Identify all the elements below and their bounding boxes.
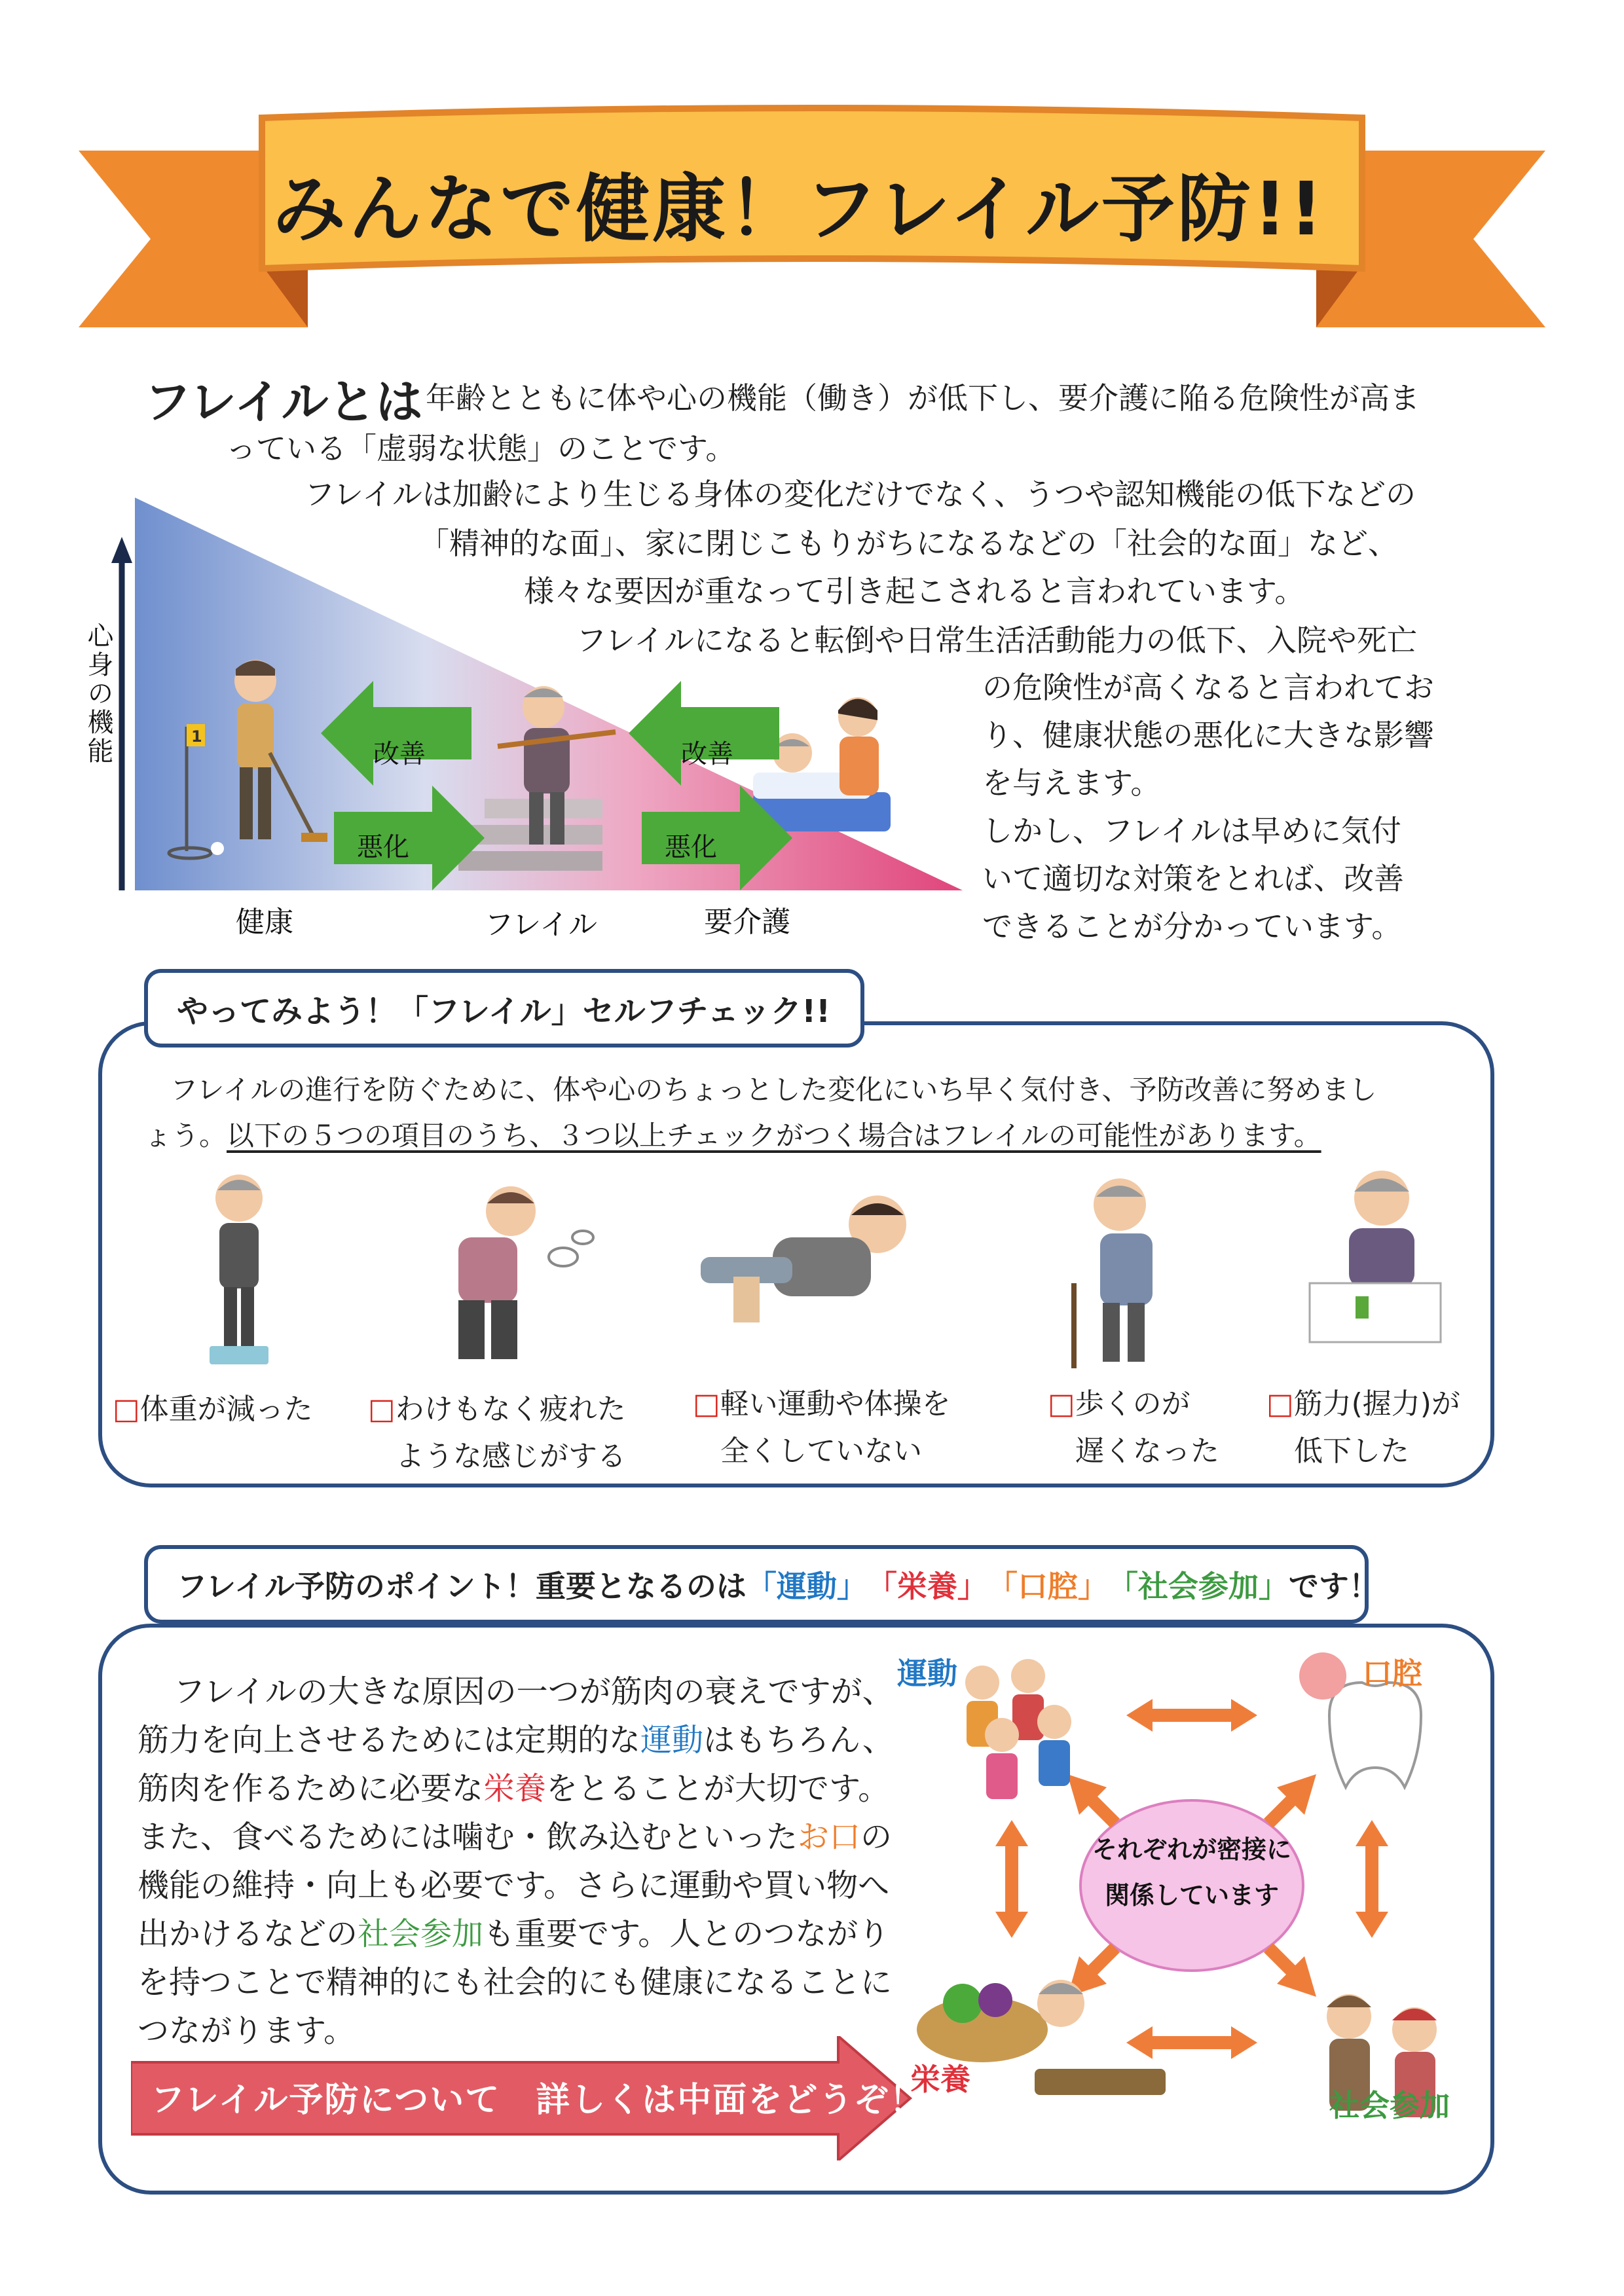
points-body-line [138,1910,889,1958]
category-exercise: 運動 [897,1656,957,1691]
points-body-line: つながります。 [138,2013,356,2049]
keyword-exercise: 「運動」 [746,1569,867,1604]
intro-line: を与えます。 [982,765,1161,801]
page-title: みんなで健康！フレイル予防!! [272,166,1326,252]
self-check-intro: フレイルの進行を防ぐために、体や心のちょっとした変化にいち早く気付き、予防改善に努めまし [170,1074,1377,1106]
checkbox-icon[interactable]: □ [1266,1387,1294,1421]
fatigue-figure [432,1172,602,1368]
intro-line: しかし、フレイルは早めに気付 [982,813,1401,848]
check-item-label: 筋力(握力)が [1293,1387,1460,1421]
self-check-title: やってみよう！「フレイル」セルフチェック!! [144,969,864,1048]
points-body-line: 機能の維持・向上も必要です。さらに運動や買い物へ [138,1867,890,1904]
text-span: も重要です。人とのつながり [483,1916,890,1952]
highlight-exercise: 運動 [640,1722,704,1758]
check-item-exercise [693,1381,951,1427]
keyword-nutrition: 「栄養」 [866,1569,987,1604]
check-item-label-2: ような感じがする [396,1440,626,1473]
worsen-label: 悪化 [357,832,409,862]
intro-line: り、健康状態の悪化に大きな影響 [982,718,1434,753]
prevention-points-title [144,1545,1379,1624]
points-title-suffix: です！ [1288,1569,1379,1604]
text-span: をとることが大切です。 [546,1770,890,1807]
category-oral: 口腔 [1362,1656,1422,1691]
checkbox-icon[interactable]: □ [1048,1387,1075,1421]
intro-line: の危険性が高くなると言われてお [982,670,1434,705]
intro-heading: フレイルとは [144,374,423,429]
category-nutrition: 栄養 [910,2062,970,2097]
intro-line: 「精神的な面」、家に閉じこもりがちになるなどの「社会的な面」など、 [419,526,1398,561]
stage-frail: フレイル [485,908,598,941]
improve-label: 改善 [681,739,733,769]
check-item-label-2: 低下した [1294,1434,1409,1468]
points-body-line: を持つことで精神的にも社会的にも健康になることに [138,1964,893,2001]
self-check-criteria: 以下の５つの項目のうち、３つ以上チェックがつく場合はフレイルの可能性があります。 [227,1120,1321,1152]
weight-loss-figure [183,1165,295,1375]
check-item-label: 歩くのが [1075,1387,1190,1421]
points-body-line: フレイルの大きな原因の一つが筋肉の衰えですが、 [174,1673,894,1710]
points-title-prefix: フレイル予防のポイント！重要となるのは [177,1569,747,1604]
intro-line: っている「虚弱な状態」のことです。 [226,431,736,466]
check-item-grip [1266,1381,1460,1427]
text-span: はもちろん、 [703,1722,894,1758]
check-item-fatigue [368,1387,626,1432]
check-item-label-2: 全くしていない [720,1434,922,1468]
keyword-social: 「社会参加」 [1107,1569,1289,1604]
self-check-intro-2 [144,1113,1321,1159]
points-body-line [138,1813,892,1861]
highlight-nutrition: 栄養 [483,1770,547,1807]
check-item-label-2: 遅くなった [1075,1434,1219,1468]
check-item-label: わけもなく疲れた [395,1393,626,1426]
highlight-oral: お口 [798,1819,861,1855]
checkbox-icon[interactable]: □ [113,1393,140,1426]
y-axis-label: 心身の機能 [83,622,113,766]
slow-walking-figure [1048,1165,1192,1375]
keyword-oral: 「口腔」 [987,1569,1108,1604]
highlight-social: 社会参加 [358,1916,484,1952]
inactive-figure [694,1178,930,1336]
text-span: 筋力を向上させるためには定期的な [138,1722,641,1758]
category-social: 社会参加 [1329,2088,1450,2123]
stage-care: 要介護 [704,905,790,939]
center-message [1087,1827,1297,1918]
check-item-label: 体重が減った [139,1393,313,1426]
points-body-line [138,1717,894,1764]
points-body-line [138,1765,889,1812]
exercise-group-illustration [965,1659,1071,1799]
checkbox-icon[interactable]: □ [693,1387,720,1421]
flag-number: 1 [191,727,202,746]
intro-line: いて適切な対策をとれば、改善 [982,861,1404,896]
text-span: 筋肉を作るために必要な [138,1770,484,1807]
worsen-label: 悪化 [665,832,717,862]
checkbox-icon[interactable]: □ [368,1393,396,1426]
center-line: 関係しています [1104,1881,1279,1910]
improve-label: 改善 [373,739,426,769]
check-item-weight [113,1387,313,1432]
weak-grip-figure [1303,1159,1447,1355]
check-item-label: 軽い運動や体操を [720,1387,951,1421]
text-span: 出かけるなどの [138,1916,358,1952]
center-line: それぞれが密接に [1092,1835,1291,1864]
intro-line: フレイルは加齢により生じる身体の変化だけでなく、うつや認知機能の低下などの [304,477,1416,512]
frailty-diagram [98,484,989,956]
self-check-intro-prefix: ょう。 [144,1120,227,1152]
text-span: の [860,1819,893,1855]
text-span: また、食べるためには噛む・飲み込むといった [138,1819,798,1855]
intro-line: フレイルになると転倒や日常生活活動能力の低下、入院や死亡 [576,623,1417,658]
more-info-label[interactable]: フレイル予防について 詳しくは中面をどうぞ！ [151,2081,925,2120]
intro-line: できることが分かっています。 [982,909,1402,944]
intro-line: 年齢とともに体や心の機能（働き）が低下し、要介護に陥る危険性が高ま [426,380,1420,416]
check-item-walking [1048,1381,1190,1427]
intro-line: 様々な要因が重なって引き起こされると言われています。 [524,574,1305,609]
stage-healthy: 健康 [236,905,293,939]
